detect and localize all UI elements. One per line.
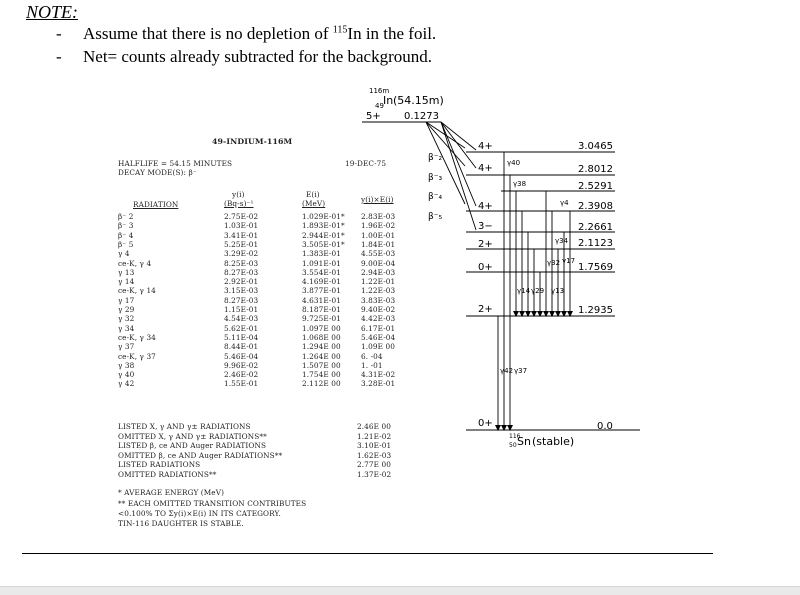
yield-energy-cell: 1.96E-02 [361,221,396,231]
yield-energy-cell: 1.09E 00 [361,342,395,352]
radiation-cell: β⁻ 4 [118,230,134,240]
note-title: NOTE: [26,2,79,22]
yield-cell: 1.03E-01 [224,221,259,231]
gamma-label: γ38 [513,180,527,188]
yield-energy-cell: 2.83E-03 [361,212,396,221]
yield-cell: 5.46E-04 [224,351,259,361]
beta-label-4: β⁻₄ [428,192,443,202]
radiation-cell: γ 40 [118,370,135,380]
bullet-text-post: In in the foil. [347,24,437,43]
radiation-cell: γ 29 [118,305,135,314]
gamma-label: γ37 [514,367,528,375]
level-spin: 2+ [478,239,493,250]
level-spin: 3− [478,221,493,232]
yield-cell: 4.54E-03 [224,314,259,324]
radiation-cell: ce-K, γ 37 [118,351,156,361]
parent-energy: 0.1273 [404,111,439,122]
yield-energy-cell: 4.42E-03 [361,314,396,324]
gamma-label: γ4 [560,199,569,207]
energy-cell: 1.893E-01* [302,221,345,231]
energy-cell: 2.112E 00 [302,379,341,389]
yield-cell: 5.62E-01 [224,323,259,333]
daughter-mass: 116 [509,433,521,440]
radiation-cell: γ 37 [118,342,135,352]
level-energy: 3.0465 [578,141,613,152]
radiation-cell: γ 4 [118,249,130,259]
yield-cell: 8.27E-03 [224,267,259,277]
yield-cell: 2.75E-02 [224,212,259,221]
col-ye-header: y(i)×E(i) [361,195,394,204]
yield-cell: 3.41E-01 [224,230,259,240]
yield-cell: 5.25E-01 [224,239,259,249]
yield-energy-cell: 4.31E-02 [361,370,396,380]
energy-cell: 4.169E-01 [302,277,342,287]
yield-cell: 3.15E-03 [224,286,259,296]
col-e-units: (MeV) [302,199,326,208]
beta-label-3: β⁻₃ [428,173,443,183]
yield-cell: 2.92E-01 [224,277,259,287]
gamma-label: γ34 [555,237,569,245]
radiation-cell: γ 17 [118,295,135,305]
yield-energy-cell: 3.28E-01 [361,379,396,389]
energy-cell: 3.877E-01 [302,286,342,296]
yield-energy-cell: 1.84E-01 [361,239,396,249]
radiation-cell: β⁻ 5 [118,239,134,249]
energy-cell: 8.187E-01 [302,305,342,314]
yield-cell: 5.11E-04 [224,332,259,342]
energy-cell: 9.725E-01 [302,314,342,324]
yield-energy-cell: 1.22E-03 [361,286,396,296]
parent-spin: 5+ [366,111,381,122]
energy-cell: 1.264E 00 [302,351,341,361]
radiation-cell: ce-K, γ 34 [118,332,156,342]
energy-cell: 1.294E 00 [302,342,341,352]
energy-cell: 4.631E-01 [302,295,342,305]
decay-modes-text: DECAY MODE(S): β⁻ [118,168,197,177]
isotope-superscript: 115 [332,24,348,36]
gamma-label: γ17 [562,257,576,265]
yield-energy-cell: 1.22E-01 [361,277,396,287]
summary-value: 2.46E 00 [357,422,391,431]
summary-value: 1.62E-03 [357,450,392,460]
bullet-text-pre: Assume that there is no depletion of [83,24,333,43]
yield-energy-cell: 3.83E-03 [361,295,396,305]
energy-cell: 1.507E 00 [302,360,341,370]
summary-value: 1.21E-02 [357,431,392,441]
summary-value: 3.10E-01 [357,441,392,451]
table-date: 19-DEC-75 [345,159,387,168]
bottom-divider [22,553,713,554]
summary-label: OMITTED β, ce AND Auger RADIATIONS** [118,450,283,460]
bullet-dash: - [56,47,62,66]
summary-label: LISTED β, ce AND Auger RADIATIONS [118,441,267,451]
energy-cell: 1.068E 00 [302,332,341,342]
daughter-z: 50 [509,442,517,449]
level-energy: 0.0 [597,421,613,432]
level-spin: 0+ [478,262,493,273]
level-spin: 2+ [478,304,493,315]
level-energy: 2.2661 [578,222,613,233]
level-spin: 4+ [478,201,493,212]
yield-energy-cell: 6. -04 [361,351,383,361]
yield-energy-cell: 4.55E-03 [361,249,396,259]
radiation-cell: ce-K, γ 4 [118,258,152,268]
footnote-omitted: ** EACH OMITTED TRANSITION CONTRIBUTES [118,499,307,508]
yield-cell: 2.46E-02 [224,370,259,380]
gamma-label: γ42 [500,367,514,375]
radiation-cell: β⁻ 3 [118,221,134,231]
bullet-text: Net= counts already subtracted for the background. [83,47,432,66]
radiation-cell: β⁻ 2 [118,212,134,221]
yield-energy-cell: 5.46E-04 [361,332,396,342]
level-spin: 4+ [478,141,493,152]
bullet-dash: - [56,24,62,43]
gamma-label: γ40 [507,159,521,167]
radiation-cell: γ 34 [118,323,135,333]
radiation-cell: γ 32 [118,314,135,324]
radiation-cell: ce-K, γ 14 [118,286,156,296]
yield-cell: 8.44E-01 [224,342,259,352]
level-spin: 4+ [478,163,493,174]
level-energy: 2.1123 [578,238,613,249]
radiation-cell: γ 38 [118,360,135,370]
beta-label-2: β⁻₂ [428,153,443,163]
yield-cell: 8.25E-03 [224,258,259,268]
parent-z: 49 [375,102,384,110]
summary-label: OMITTED RADIATIONS** [118,470,217,479]
parent-halflife: (54.15m) [393,94,444,107]
energy-cell: 3.505E-01* [302,239,345,249]
summary-value: 1.37E-02 [357,470,392,479]
gamma-label: γ29 [531,287,545,295]
gamma-label: γ32 [547,259,561,267]
summary-value: 2.77E 00 [357,460,391,470]
radiation-cell: γ 42 [118,379,135,389]
yield-cell: 9.96E-02 [224,360,259,370]
yield-cell: 1.55E-01 [224,379,259,389]
col-y-header: y(i) [232,190,245,199]
yield-cell: 1.15E-01 [224,305,259,314]
footnote-daughter: TIN-116 DAUGHTER IS STABLE. [118,519,244,528]
daughter-note: (stable) [532,435,575,448]
yield-energy-cell: 2.94E-03 [361,267,396,277]
radiation-cell: γ 13 [118,267,135,277]
summary-label: LISTED X, γ AND γ± RADIATIONS [118,422,251,431]
gamma-label: γ14 [517,287,531,295]
level-energy: 2.3908 [578,201,613,212]
energy-cell: 1.754E 00 [302,370,341,380]
energy-cell: 1.091E-01 [302,258,342,268]
daughter-element: Sn [517,435,531,448]
col-e-header: E(i) [306,190,320,199]
level-energy: 2.5291 [578,181,613,192]
parent-mass: 116m [369,87,390,95]
energy-cell: 2.944E-01* [302,230,345,240]
summary-label: OMITTED X, γ AND γ± RADIATIONS** [118,431,267,441]
energy-cell: 1.383E-01 [302,249,342,259]
level-energy: 1.7569 [578,262,613,273]
col-y-units: (Bq-s)⁻¹ [224,199,254,208]
table-title: 49-INDIUM-116M [212,137,293,146]
yield-cell: 3.29E-02 [224,249,259,259]
energy-cell: 1.029E-01* [302,212,345,221]
parent-element: In [383,94,394,107]
level-energy: 1.2935 [578,305,613,316]
summary-label: LISTED RADIATIONS [118,460,201,470]
yield-cell: 8.27E-03 [224,295,259,305]
col-radiation-header: RADIATION [133,200,179,209]
footnote-category: <0.100% TO Σy(i)×E(i) IN ITS CATEGORY. [118,509,281,518]
yield-energy-cell: 9.40E-02 [361,305,396,314]
yield-energy-cell: 9.00E-04 [361,258,396,268]
radiation-cell: γ 14 [118,277,135,287]
yield-energy-cell: 6.17E-01 [361,323,396,333]
yield-energy-cell: 1.00E-01 [361,230,396,240]
gamma-label: γ13 [551,287,565,295]
beta-label-5: β⁻₅ [428,212,443,222]
halflife-text: HALFLIFE = 54.15 MINUTES [118,159,233,168]
energy-cell: 3.554E-01 [302,267,342,277]
level-spin: 0+ [478,418,493,429]
level-energy: 2.8012 [578,164,613,175]
footnote-average: * AVERAGE ENERGY (MeV) [118,488,225,497]
energy-cell: 1.097E 00 [302,323,341,333]
yield-energy-cell: 1. -01 [361,360,383,370]
